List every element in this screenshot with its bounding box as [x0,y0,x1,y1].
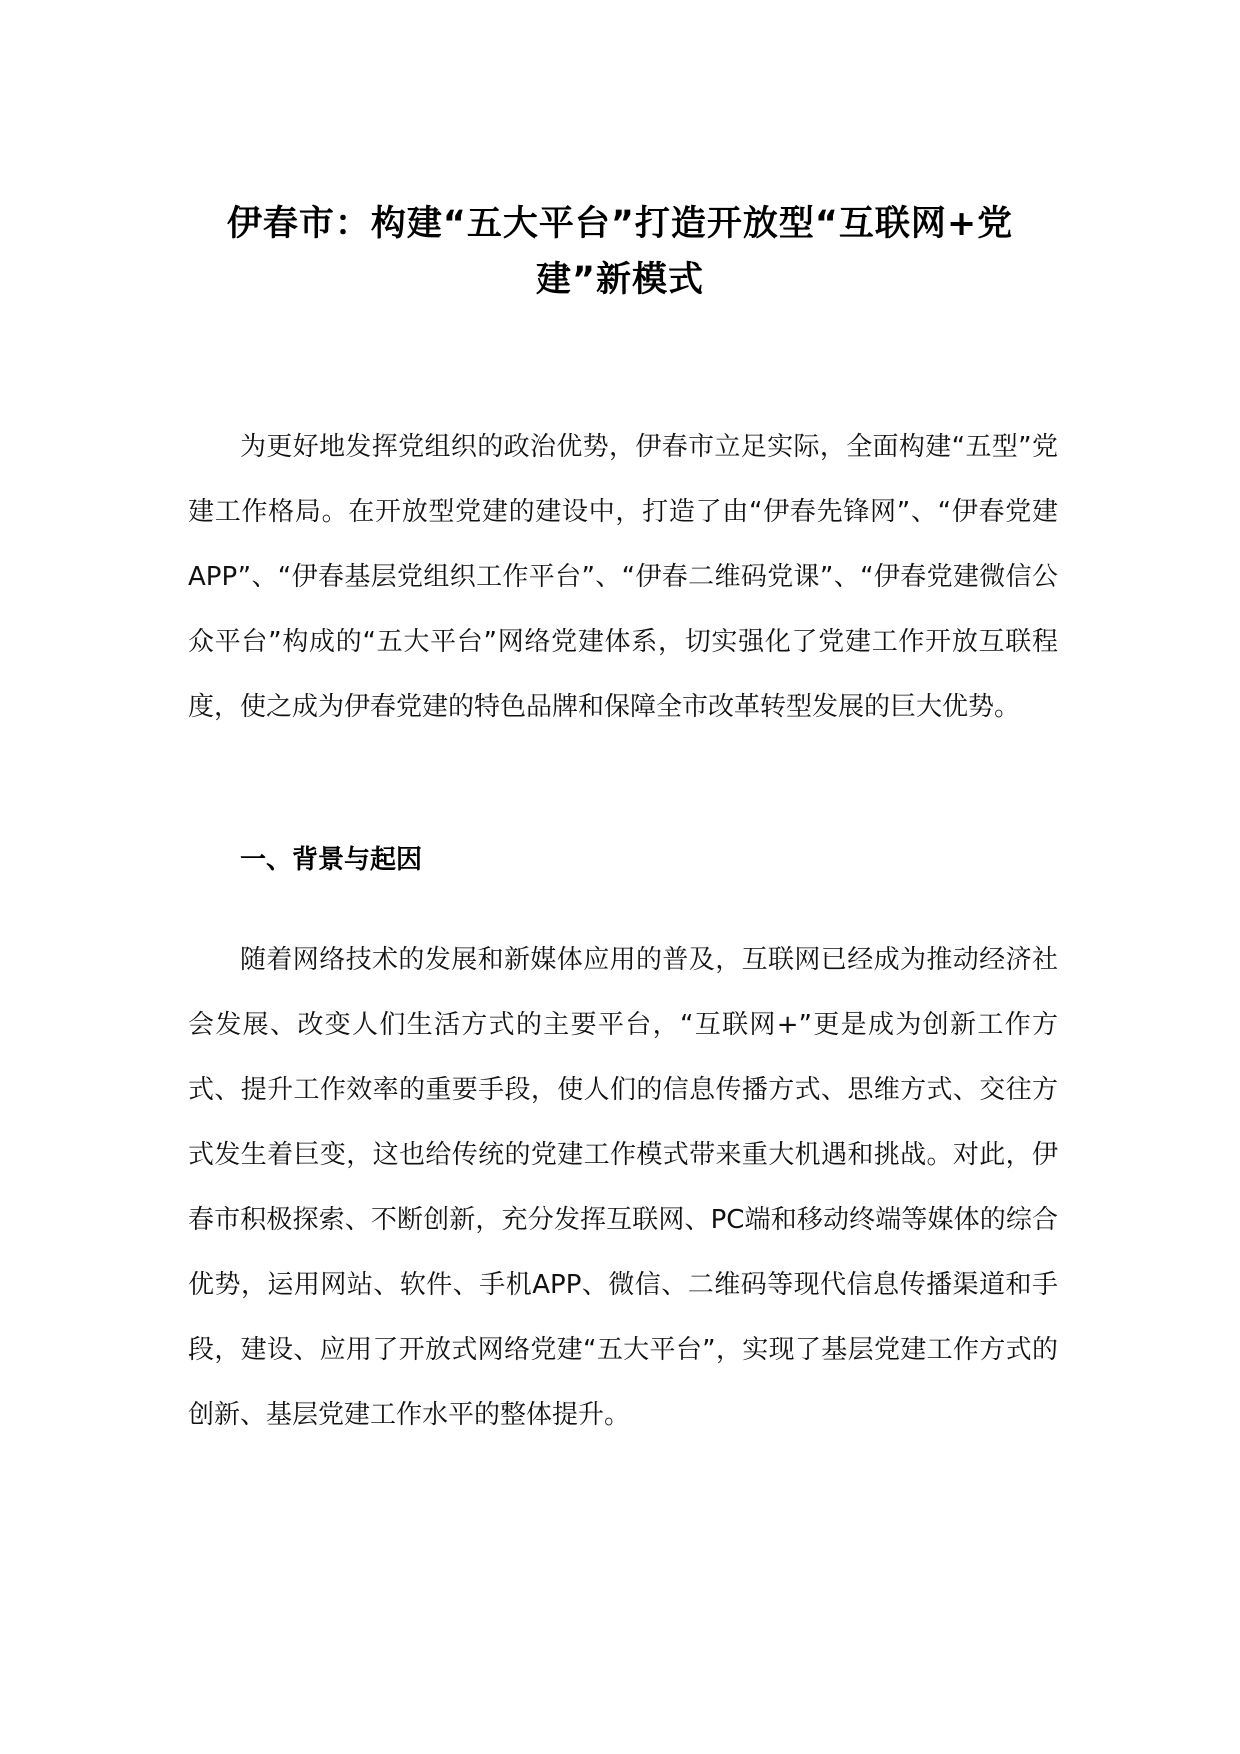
document-title [170,196,1070,308]
title-line-1: 伊春市：构建“五大平台”打造开放型“互联网+党 [226,204,1014,244]
section-heading-background: 一、背景与起因 [240,845,423,875]
title-line-2: 建”新模式 [535,260,704,300]
intro-paragraph: 为更好地发挥党组织的政治优势，伊春市立足实际，全面构建“五型”党建工作格局。在开放型党建的建设中，打造了由“伊春先锋网”、“伊春党建APP”、“伊春基层党组织工作平台”、“伊春二维码党课”、“伊春党建微信公众平台”构成的“五大平台”网络党建体系，切实强化了党建工作开放互联程度，使之成为伊春党建的特色品牌和保障全市改革转型发展的巨大优势。 [188,432,1058,722]
section-paragraph-background: 随着网络技术的发展和新媒体应用的普及，互联网已经成为推动经济社会发展、改变人们生活方式的主要平台，“互联网+”更是成为创新工作方式、提升工作效率的重要手段，使人们的信息传播方式、思维方式、交往方式发生着巨变，这也给传统的党建工作模式带来重大机遇和挑战。对此，伊春市积极探索、不断创新，充分发挥互联网、PC端和移动终端等媒体的综合优势，运用网站、软件、手机APP、微信、二维码等现代信息传播渠道和手段，建设、应用了开放式网络党建“五大平台”，实现了基层党建工作方式的创新、基层党建工作水平的整体提升。 [188,945,1058,1430]
